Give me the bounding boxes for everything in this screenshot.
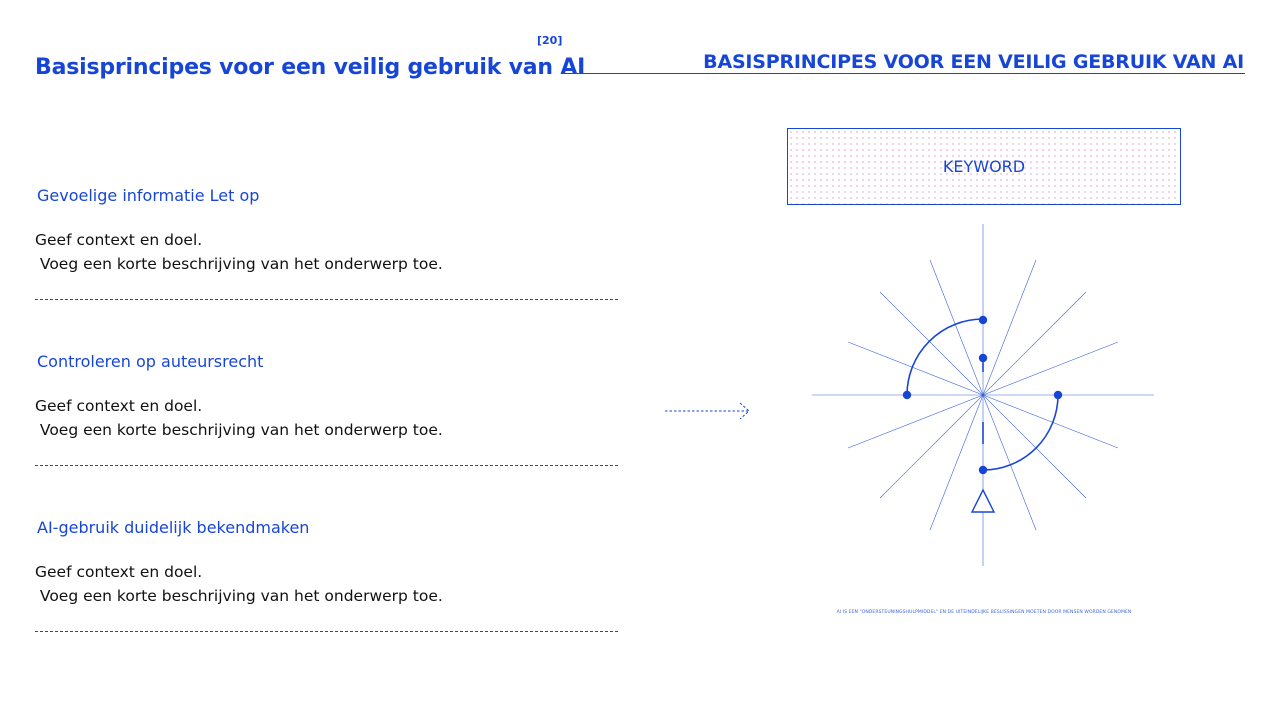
triangle-icon xyxy=(972,490,994,512)
dashed-right-arrow-icon xyxy=(664,400,754,422)
starburst-diagram-icon xyxy=(810,222,1156,568)
section-body-line: Voeg een korte beschrijving van het onderwerp toe. xyxy=(35,587,443,605)
section-divider xyxy=(35,465,618,466)
footnote: AI IS EEN "ONDERSTEUNINGSHULPMIDDEL" EN DE UITEINDELIJKE BESLISSINGEN MOETEN DOOR MENSEN WORDEN GENOMEN xyxy=(836,610,1132,615)
keyword-label: KEYWORD xyxy=(942,157,1026,176)
section-body xyxy=(35,560,443,608)
section-heading: Controleren op auteursrecht xyxy=(37,352,264,371)
section-body xyxy=(35,228,443,276)
section-body-line: Geef context en doel. xyxy=(35,563,203,581)
header-right-title: BASISPRINCIPES VOOR EEN VEILIG GEBRUIK VAN AI xyxy=(703,51,1244,73)
section-body-line: Voeg een korte beschrijving van het onderwerp toe. xyxy=(35,421,443,439)
section-divider xyxy=(35,631,618,632)
page-title: Basisprincipes voor een veilig gebruik van AI xyxy=(35,55,586,80)
keyword-box xyxy=(787,128,1181,205)
section-heading: AI-gebruik duidelijk bekendmaken xyxy=(37,518,310,537)
header-divider xyxy=(562,73,1245,74)
section-body xyxy=(35,394,443,442)
page-number: [20] xyxy=(537,34,563,47)
section-heading: Gevoelige informatie Let op xyxy=(37,186,260,205)
section-divider xyxy=(35,299,618,300)
section-body-line: Voeg een korte beschrijving van het onderwerp toe. xyxy=(35,255,443,273)
section-body-line: Geef context en doel. xyxy=(35,231,203,249)
starburst-rays xyxy=(812,224,1154,566)
section-body-line: Geef context en doel. xyxy=(35,397,203,415)
